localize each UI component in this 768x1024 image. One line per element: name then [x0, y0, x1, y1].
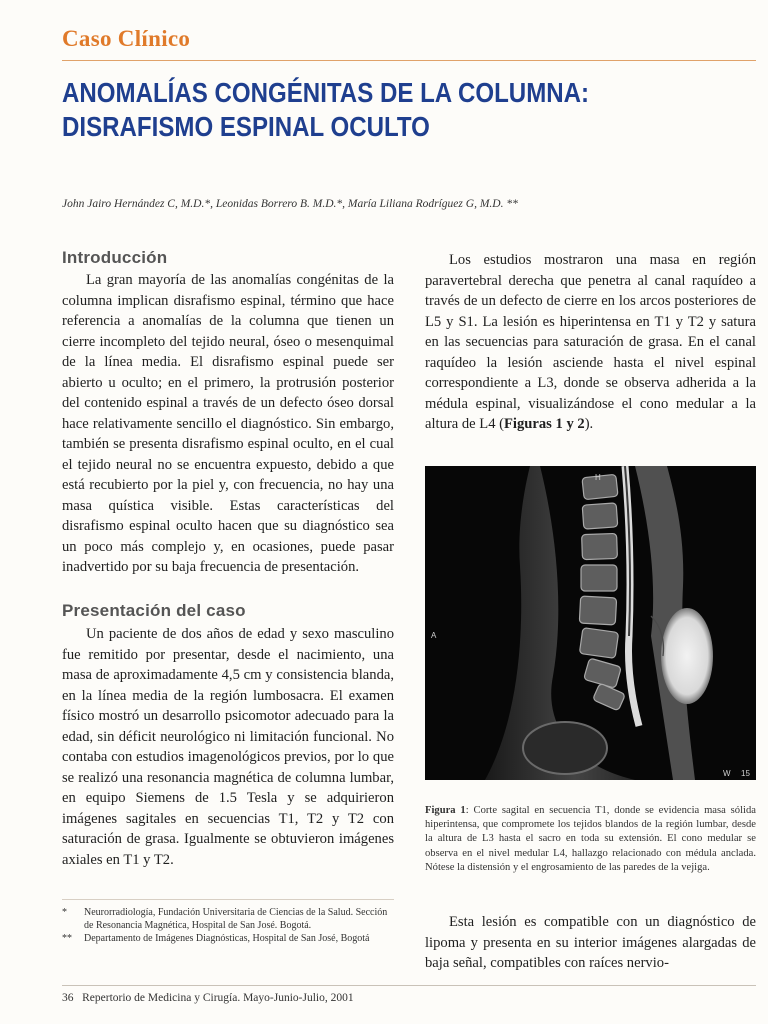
intro-paragraph: La gran mayoría de las anomalías congénitas de la columna implican disrafismo espinal, término que hace referencia a anomalías de la columna que tienen un cierre incompleto del tejido neural, óseo o mesenquimal de la línea media. El disrafismo espinal puede ser abierto u oculto; en el primero, la protrusión posterior del contenido espinal a través de un defecto óseo dorsal hace relativamente sencillo el diagnóstico. Sin embargo, también se presenta disrafismo espinal oculto, en el cual el tejido neural no se encuentra expuesto, debido a que está recubierto por la piel y, con frecuencia, no hay una masa quística visible. Estas características del disrafismo espinal oculto hacen que su diagnóstico sea un poco más complejo y, en ocasiones, puede pasar inadvertido por su baja frecuencia de presentación. — [62, 272, 394, 575]
footnote-mark: ** — [62, 933, 72, 945]
case-heading: Presentación del caso — [62, 601, 246, 620]
header-rule — [62, 60, 756, 61]
figure-caption — [425, 804, 756, 875]
case-paragraph: Un paciente de dos años de edad y sexo masculino fue remitido por presentar, desde el nacimiento, una masa de aproximadamente 4,5 cm y consistencia blanda, en la línea media de la región lumbosacra. El examen físico mostró un desarrollo psicomotor adecuado para la edad, sin déficit neurológico ni limitación funcional. No contaba con estudios imagenológicos previos, por lo que se realizó una resonancia magnética de columna lumbar, en equipo Siemens de 1.5 Tesla y se adquirieron imágenes sagitales en secuencias T1, T2 y T2 con saturación de grasa. Igualmente se obtuvieron imágenes axiales en T1 y T2. — [62, 626, 394, 868]
footnote-text: Neurorradiología, Fundación Universitaria de Ciencias de la Salud. Sección de Resonancia Magnética, Hospital de San José. Bogotá. — [84, 907, 388, 932]
figure-reference: Figuras 1 y 2 — [504, 416, 585, 432]
label-corner: 15 — [741, 769, 750, 778]
footnote-rule — [62, 899, 394, 900]
page-number: 36 — [62, 992, 74, 1004]
authors: John Jairo Hernández C, M.D.*, Leonidas Borrero B. M.D.*, María Liliana Rodríguez G, M.D. ** — [62, 198, 518, 210]
case-section — [62, 601, 394, 870]
case-body — [62, 624, 394, 870]
caption-text: : Corte sagital en secuencia T1, donde se evidencia masa sólida hiperintensa, que compromete los tejidos blandos de la región lumbar, desde la altura de L3 hasta el sacro en toda su extensión. El cono medular se observa en el nivel medular L4, hallazgo relacionado con médula anclada. Nótese la distensión y el engrosamiento de las paredes de la vejiga. — [425, 805, 756, 873]
title-line-2: DISRAFISMO ESPINAL OCULTO — [62, 111, 430, 142]
footnotes — [62, 906, 394, 946]
intro-section — [62, 248, 394, 578]
findings-paragraph — [425, 250, 756, 435]
mri-sagittal-image — [425, 466, 756, 780]
section-label: Caso Clínico — [62, 26, 191, 51]
label-left: A — [431, 631, 437, 640]
diagnosis-text: Esta lesión es compatible con un diagnóstico de lipoma y presenta en su interior imágenes alargadas de baja señal, compatibles con raíces nervio- — [425, 914, 756, 971]
footnote-mark: * — [62, 907, 67, 918]
journal-citation: Repertorio de Medicina y Cirugía. Mayo-Junio-Julio, 2001 — [82, 992, 354, 1004]
intro-heading: Introducción — [62, 248, 168, 267]
page-footer — [62, 992, 354, 1004]
intro-body — [62, 270, 394, 578]
diagnosis-paragraph — [425, 912, 756, 974]
findings-end: ). — [584, 416, 594, 432]
footnote-2 — [62, 932, 394, 945]
label-bottom: W — [723, 769, 731, 778]
label-top: H — [595, 473, 601, 482]
caption-label: Figura 1 — [425, 805, 466, 816]
footer-rule — [62, 985, 756, 986]
footnote-text: Departamento de Imágenes Diagnósticas, Hospital de San José, Bogotá — [84, 933, 370, 945]
article-title — [62, 76, 655, 144]
findings-text: Los estudios mostraron una masa en región paravertebral derecha que penetra al canal raquídeo a través de un defecto de cierre en los arcos posteriores de L5 y S1. La lesión es hiperintensa en T1 y T2 y satura en las secuencias para saturación de grasa. En el canal raquídeo la lesión asciende hasta el nivel espinal correspondiente a L3, donde se observa adherida a la médula espinal, visualizándose el cono medular a la altura de L4 ( — [425, 252, 756, 432]
title-line-1: ANOMALÍAS CONGÉNITAS DE LA COLUMNA: — [62, 77, 590, 108]
footnote-1 — [62, 906, 394, 932]
mri-figure — [425, 466, 756, 780]
